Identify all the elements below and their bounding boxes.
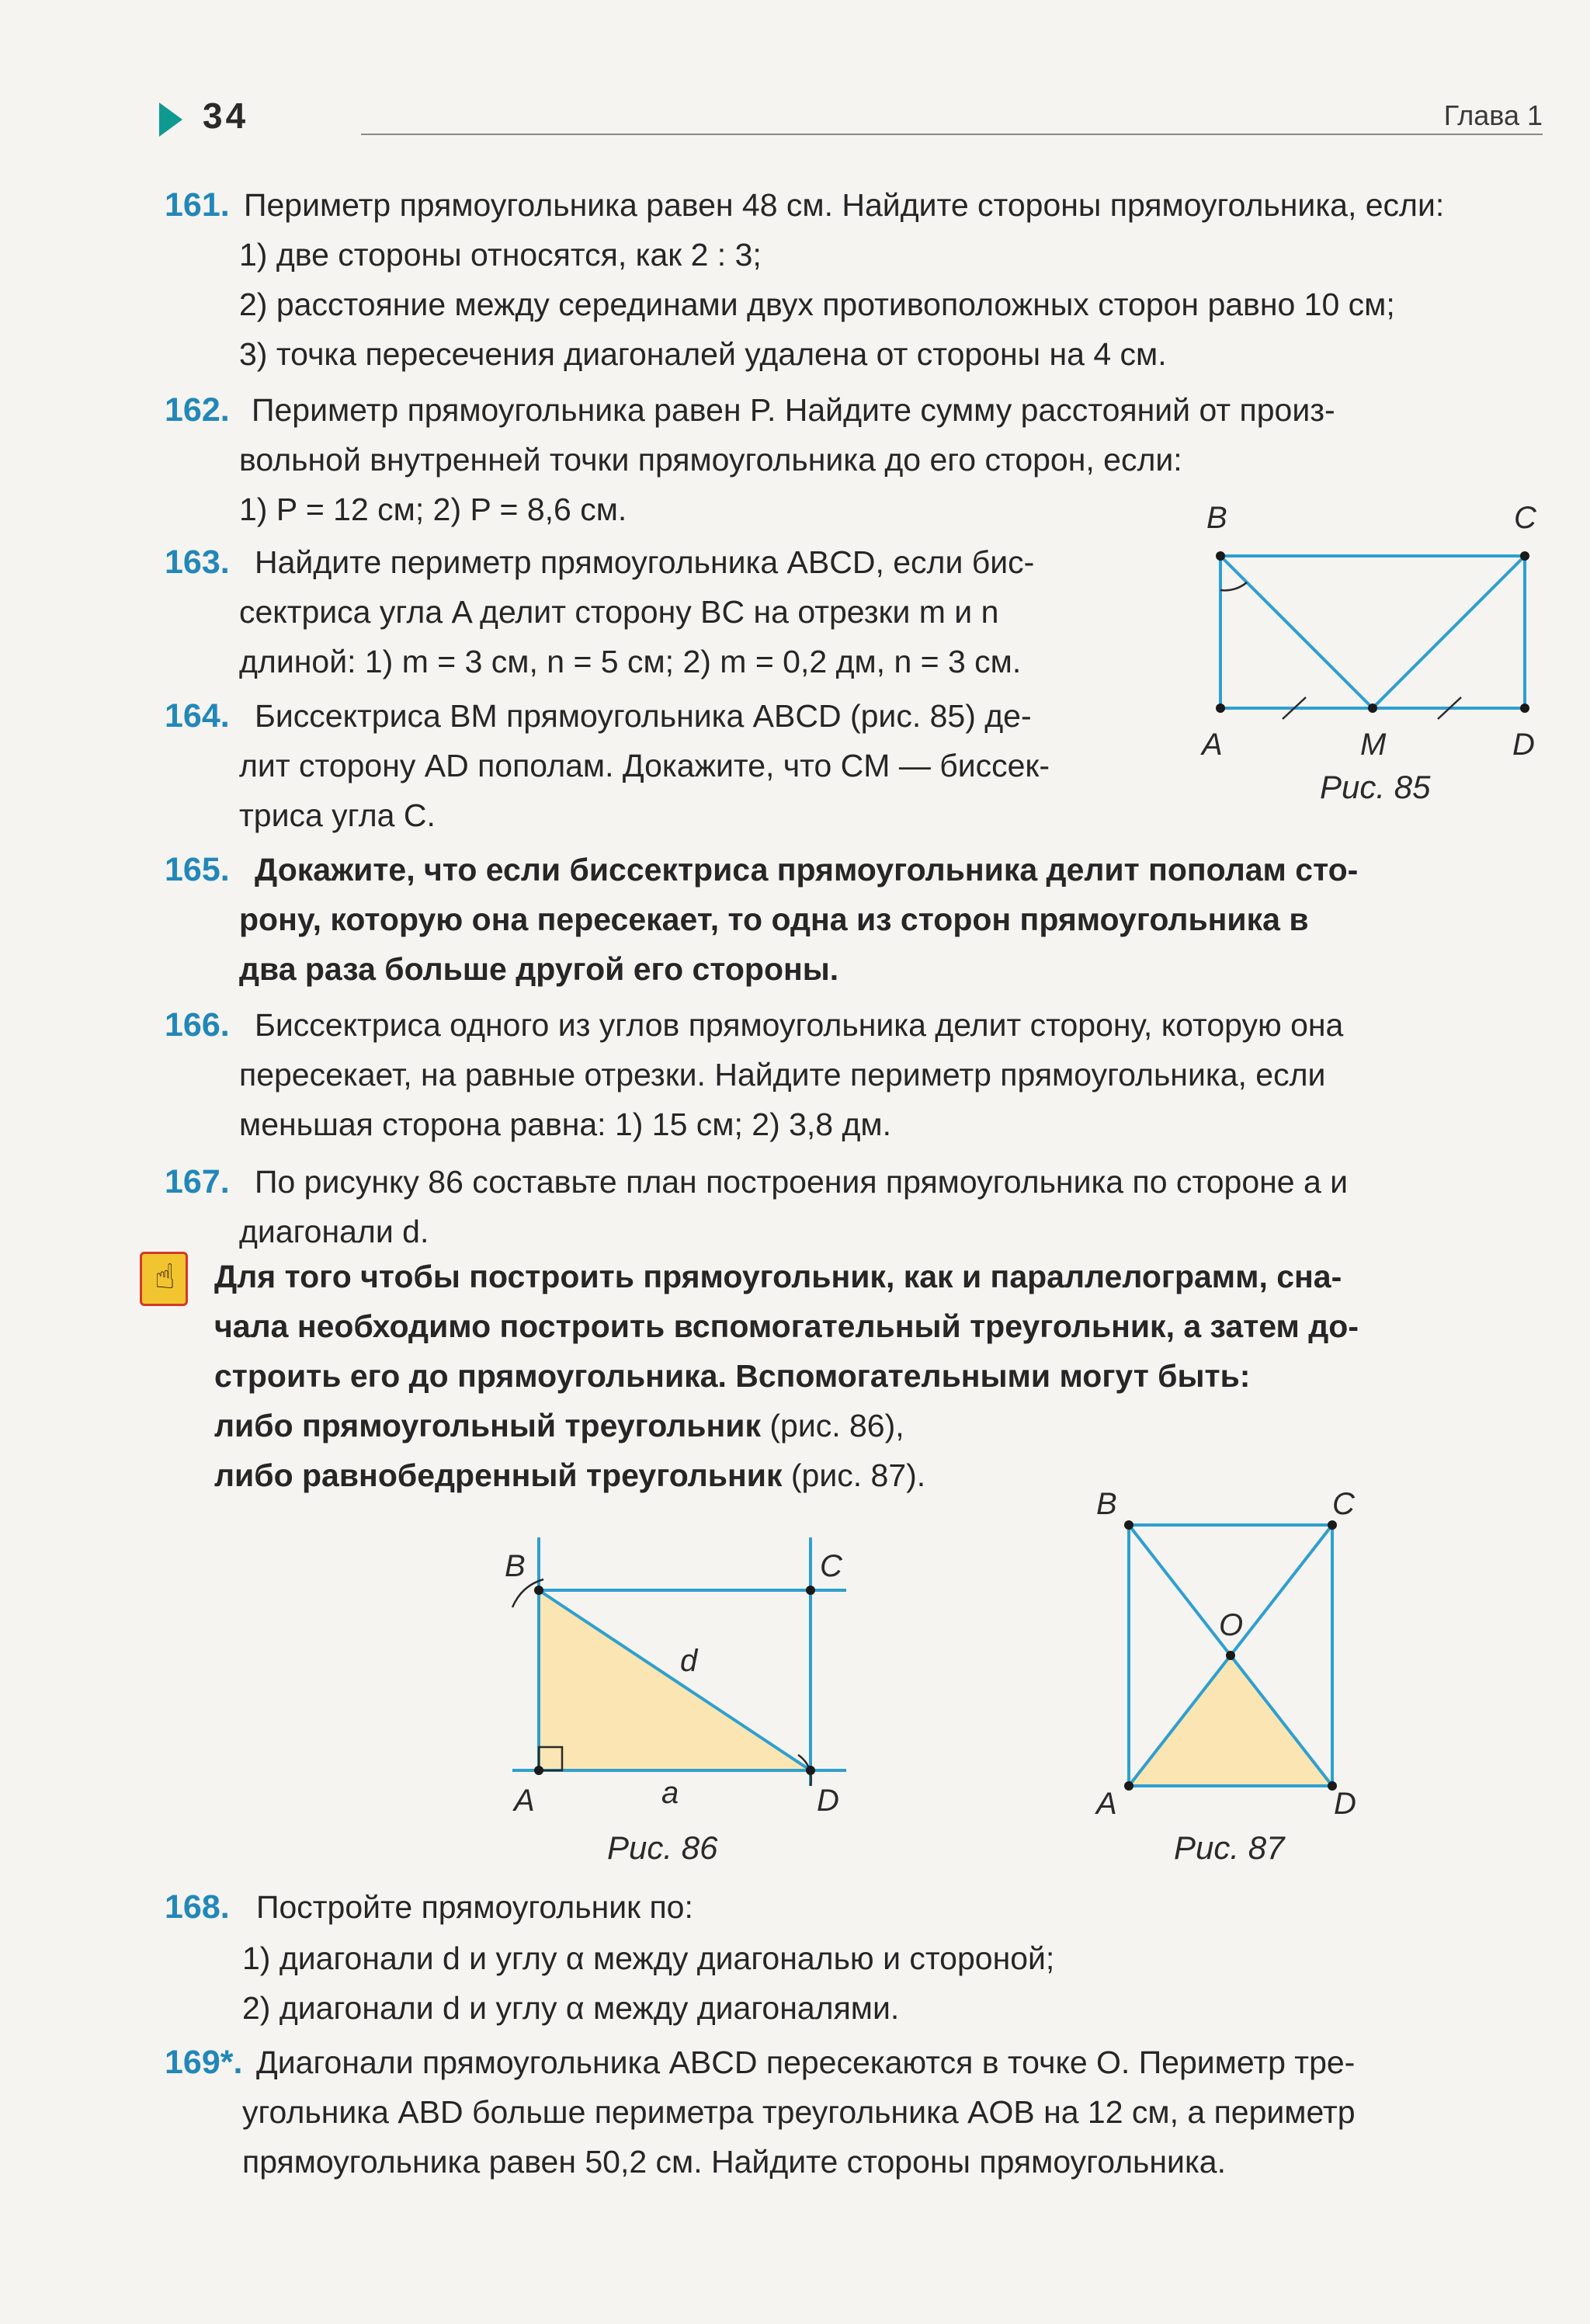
- vertex-label-c: C: [1332, 1487, 1355, 1521]
- vertex-label-d: D: [1512, 728, 1535, 762]
- problem-number: 162.: [165, 391, 230, 429]
- figure-caption: Рис. 85: [1320, 769, 1431, 805]
- figure-87: [1087, 1475, 1397, 1879]
- problem-number: 167.: [165, 1163, 230, 1200]
- bisector-bm: [1220, 556, 1373, 708]
- problem-text: рону, которую она пересекает, то одна из сторон прямоугольника в: [239, 901, 1309, 937]
- problem-167: [165, 1157, 1547, 1258]
- problem-item: 1) диагонали d и углу α между диагональю и стороной;: [242, 1940, 1055, 1976]
- problem-text: Биссектриса одного из углов прямоугольника делит сторону, которую она: [255, 1007, 1344, 1043]
- problem-text: два раза больше другой его стороны.: [239, 951, 839, 987]
- problem-text: Диагонали прямоугольника ABCD пересекаются в точке O. Периметр тре-: [256, 2044, 1356, 2080]
- vertex-label-c: C: [820, 1549, 842, 1583]
- problem-item: 3) точка пересечения диагоналей удалена от стороны на 4 см.: [239, 336, 1167, 372]
- diagonal-label-d: d: [680, 1644, 698, 1678]
- problem-166: [165, 1000, 1547, 1155]
- vertex-label-m: M: [1360, 728, 1387, 762]
- vertex-label-a: A: [1096, 1787, 1117, 1821]
- problem-number: 161.: [165, 186, 230, 224]
- problem-text: Биссектриса BM прямоугольника ABCD (рис. 85) де-: [255, 698, 1032, 734]
- figure-86: [481, 1522, 885, 1879]
- problem-text: Периметр прямоугольника равен 48 см. Найдите стороны прямоугольника, если:: [244, 187, 1445, 223]
- problem-text: Найдите периметр прямоугольника ABCD, если бис-: [255, 544, 1035, 580]
- problem-item: 1) P = 12 см; 2) P = 8,6 см.: [239, 492, 627, 527]
- note-text: либо прямоугольный треугольник (рис. 86),: [214, 1408, 904, 1443]
- vertex-label-a: A: [514, 1784, 535, 1818]
- problem-164: [165, 691, 1174, 846]
- problem-text: Докажите, что если биссектриса прямоугольника делит пополам сто-: [255, 852, 1359, 888]
- page-number: 34: [203, 96, 249, 136]
- problem-text: меньшая сторона равна: 1) 15 см; 2) 3,8 дм.: [239, 1106, 891, 1142]
- chapter-label: Глава 1: [1443, 99, 1543, 131]
- page-header: [159, 95, 1543, 141]
- angle-arc: [1220, 582, 1247, 590]
- problem-text: Постройте прямоугольник по:: [256, 1889, 693, 1925]
- figure-85: [1196, 497, 1553, 823]
- construction-note: [214, 1252, 1550, 1508]
- figure-caption: Рис. 86: [607, 1829, 718, 1866]
- point-label-o: O: [1219, 1608, 1244, 1642]
- problem-number: 169*.: [165, 2044, 243, 2081]
- vertex-label-c: C: [1514, 501, 1536, 535]
- vertex-label-b: B: [1206, 501, 1227, 535]
- vertex-label-b: B: [505, 1549, 526, 1583]
- pointing-hand-icon: ☝: [140, 1252, 188, 1306]
- problem-text: триса угла C.: [239, 797, 436, 833]
- problem-number: 165.: [165, 851, 230, 888]
- problem-text: сектриса угла A делит сторону BC на отрезки m и n: [239, 594, 999, 630]
- rectangle-abcd: [1220, 556, 1525, 708]
- note-text: либо равнобедренный треугольник (рис. 87).: [214, 1457, 926, 1493]
- header-rule: [361, 134, 1543, 135]
- problem-number: 166.: [165, 1006, 230, 1044]
- problem-163: [165, 537, 1174, 693]
- note-text: Для того чтобы построить прямоугольник, как и параллелограмм, сна-: [214, 1259, 1342, 1294]
- problem-text: угольника ABD больше периметра треугольника AOB на 12 см, а периметр: [242, 2094, 1356, 2130]
- problem-item: 2) расстояние между серединами двух противоположных сторон равно 10 см;: [239, 287, 1395, 322]
- vertex-label-d: D: [817, 1784, 839, 1818]
- problem-text: диагонали d.: [239, 1214, 429, 1249]
- problem-text: длиной: 1) m = 3 см, n = 5 см; 2) m = 0,2 дм, n = 3 см.: [239, 644, 1022, 679]
- note-text: чала необходимо построить вспомогательный треугольник, а затем до-: [214, 1308, 1359, 1344]
- problem-text: вольной внутренней точки прямоугольника до его сторон, если:: [239, 442, 1182, 478]
- vertex-label-b: B: [1096, 1487, 1117, 1521]
- page-arrow-icon: [159, 102, 182, 137]
- problem-item: 1) две стороны относятся, как 2 : 3;: [239, 237, 762, 273]
- note-text: строить его до прямоугольника. Вспомогательными могут быть:: [214, 1358, 1251, 1394]
- side-label-a: a: [661, 1776, 679, 1810]
- problem-item: 2) диагонали d и углу α между диагоналями.: [242, 1990, 900, 2026]
- problem-169: [165, 2037, 1547, 2193]
- problem-text: прямоугольника равен 50,2 см. Найдите стороны прямоугольника.: [242, 2144, 1226, 2180]
- problem-number: 164.: [165, 697, 230, 735]
- problem-text: лит сторону AD пополам. Докажите, что CM — биссек-: [239, 748, 1050, 783]
- problem-number: 168.: [165, 1888, 230, 1926]
- problem-161: [165, 180, 1547, 382]
- isosceles-triangle-fill: [1129, 1655, 1332, 1786]
- segment-cm: [1373, 556, 1525, 708]
- problem-text: Периметр прямоугольника равен P. Найдите сумму расстояний от произ-: [252, 392, 1335, 428]
- vertex-label-a: A: [1202, 728, 1223, 762]
- figure-caption: Рис. 87: [1174, 1829, 1285, 1866]
- vertex-label-d: D: [1334, 1787, 1356, 1821]
- problem-text: По рисунку 86 составьте план построения прямоугольника по стороне a и: [255, 1164, 1349, 1200]
- problem-text: пересекает, на равные отрезки. Найдите периметр прямоугольника, если: [239, 1057, 1326, 1093]
- problem-168: [165, 1882, 1547, 2037]
- problem-165: [165, 845, 1547, 1000]
- problem-number: 163.: [165, 544, 230, 581]
